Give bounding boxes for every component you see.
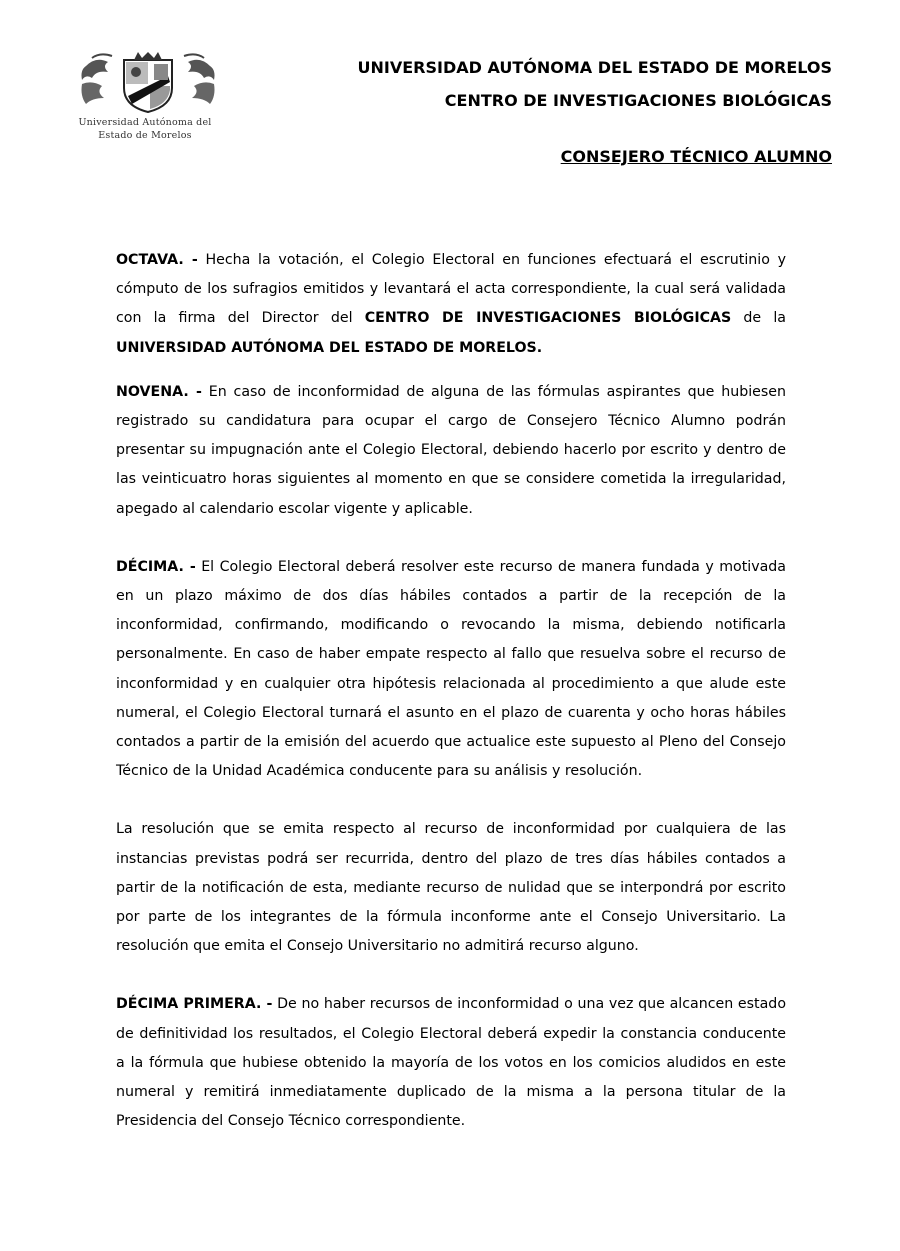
document-body (116, 246, 786, 1136)
clause-octava-label: OCTAVA. - (116, 252, 198, 268)
header-center: CENTRO DE INVESTIGACIONES BIOLÓGICAS (444, 91, 832, 110)
clause-octava (116, 246, 786, 363)
university-logo (70, 52, 230, 142)
clause-decima-label: DÉCIMA. - (116, 558, 196, 575)
header-document-title: CONSEJERO TÉCNICO ALUMNO (560, 147, 832, 166)
logo-caption-line2: Estado de Morelos (98, 130, 192, 141)
clause-decima-primera (116, 990, 786, 1136)
header-university: UNIVERSIDAD AUTÓNOMA DEL ESTADO DE MORELOS (357, 58, 832, 77)
clause-decima-text: El Colegio Electoral deberá resolver este recurso de manera fundada y motivada en un plazo máximo de dos días hábiles contados a partir de la recepción de la inconformidad, confirmando, modificando o revocando la misma, debiendo notificarla personalmente. En caso de haber empate respecto al fallo que resuelva sobre el recurso de inconformidad y en cualquier otra hipótesis relacionada al procedimiento a que alude este numeral, el Colegio Electoral turnará el asunto en el plazo de cuarenta y ocho horas hábiles contados a partir de la emisión del acuerdo que actualice este supuesto al Pleno del Consejo Técnico de la Unidad Académica conducente para su análisis y resolución. (116, 558, 786, 780)
clause-decima-primera-text: De no haber recursos de inconformidad o una vez que alcancen estado de definitividad los resultados, el Colegio Electoral deberá expedir la constancia conducente a la fórmula que hubiese obtenido la mayoría de los votos en los comicios aludidos en este numeral y remitirá inmediatamente duplicado de la misma a la persona titular de la Presidencia del Consejo Técnico correspondiente. (116, 996, 786, 1130)
logo-caption (70, 116, 220, 142)
clause-decima (116, 553, 786, 787)
university-crest-icon (78, 52, 218, 114)
clause-novena-text: En caso de inconformidad de alguna de las fórmulas aspirantes que hubiesen registrado su candidatura para ocupar el cargo de Consejero Técnico Alumno podrán presentar su impugnación ante el Colegio Electoral, debiendo hacerlo por escrito y dentro de las veinticuatro horas siguientes al momento en que se considere cometida la irregularidad, apegado al calendario escolar vigente y aplicable. (116, 383, 786, 517)
logo-caption-line1: Universidad Autónoma del (78, 117, 212, 128)
clause-octava-text1: Hecha la votación, el Colegio Electoral en funciones efectuará el escrutinio y cómputo de los sufragios emitidos y levantará el acta correspondiente, la cual será validada con la firma del Director del (116, 252, 786, 327)
clause-octava-text2: de la (731, 310, 787, 327)
clause-novena (116, 378, 786, 524)
clause-decima-primera-label: DÉCIMA PRIMERA. - (116, 996, 273, 1013)
clause-novena-label: NOVENA. - (116, 383, 202, 400)
clause-octava-bold2: UNIVERSIDAD AUTÓNOMA DEL ESTADO DE MORELOS. (116, 339, 543, 356)
clause-resolucion: La resolución que se emita respecto al recurso de inconformidad por cualquiera de las instancias previstas podrá ser recurrida, dentro del plazo de tres días hábiles contados a partir de la notificación de esta, mediante recurso de nulidad que se interpondrá por escrito por parte de los integrantes de la fórmula inconforme ante el Consejo Universitario. La resolución que emita el Consejo Universitario no admitirá recurso alguno. (116, 821, 786, 955)
clause-octava-bold1: CENTRO DE INVESTIGACIONES BIOLÓGICAS (364, 310, 732, 327)
